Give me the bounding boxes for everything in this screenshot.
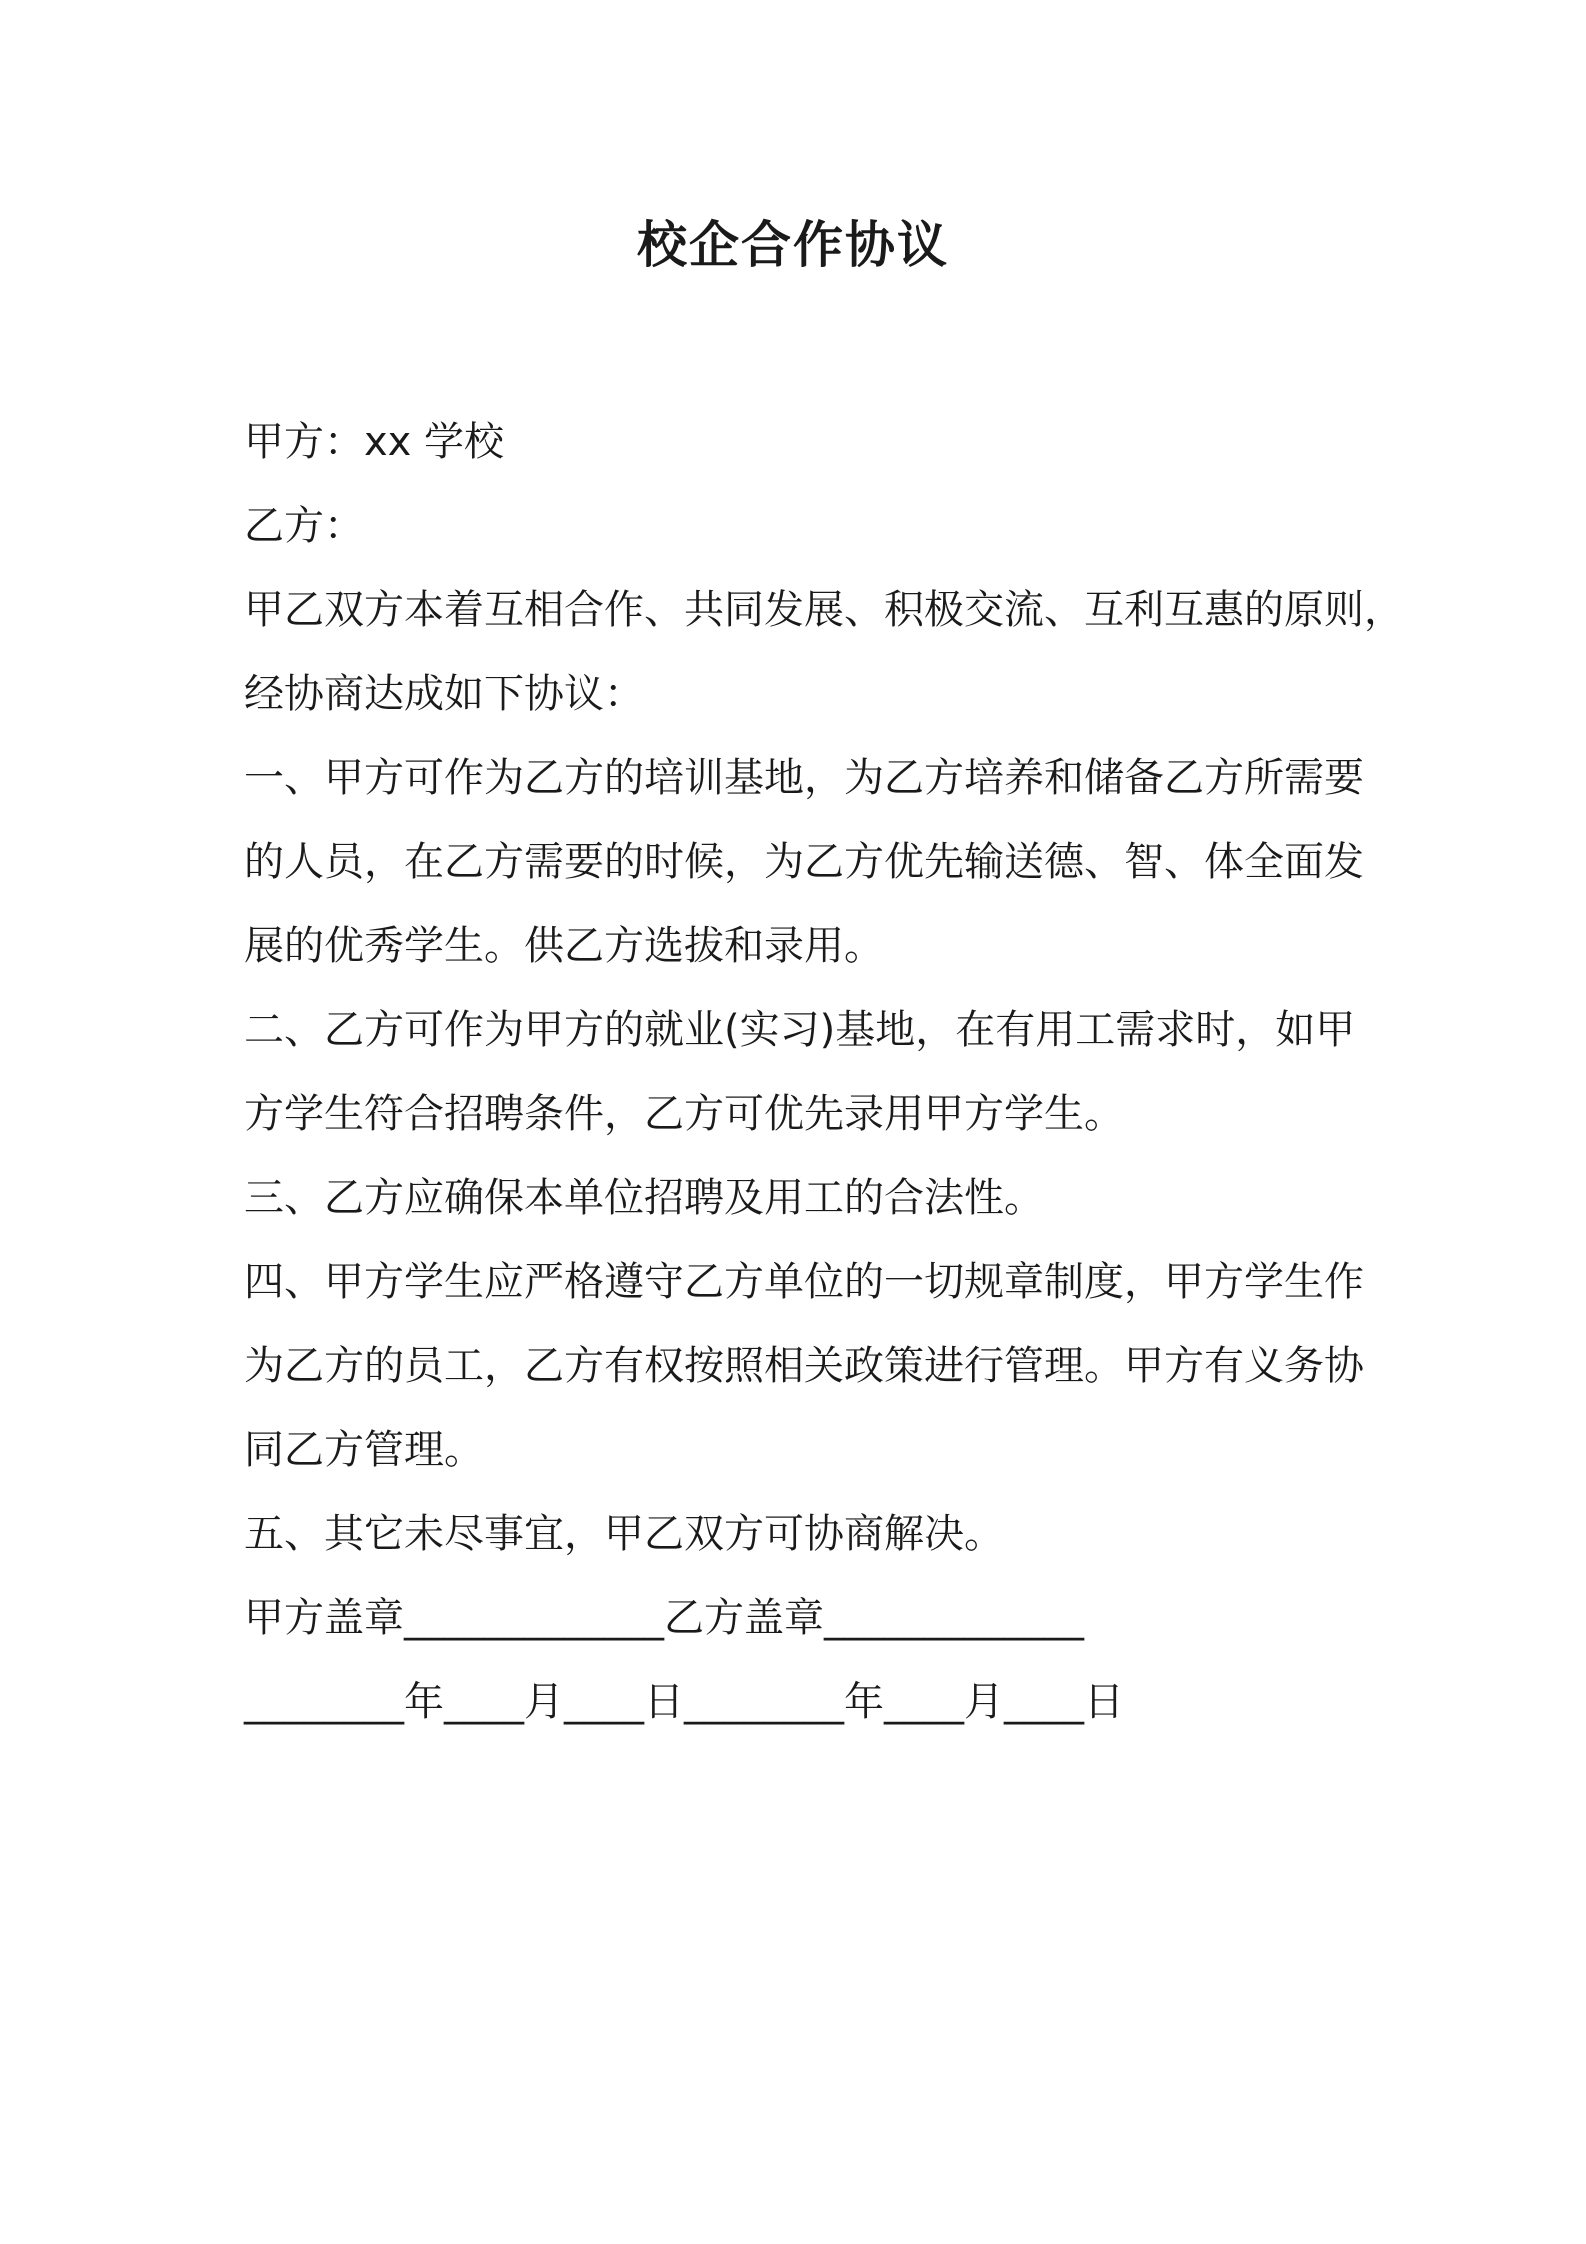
- preamble-line: 经协商达成如下协议：: [244, 671, 644, 717]
- clause-2-line: 二、乙方可作为甲方的就业(实习)基地，在有用工需求时，如甲: [244, 1007, 1356, 1053]
- date-line: ________年____月____日________年____月____日: [244, 1679, 1124, 1725]
- party-b-line: 乙方：: [244, 503, 364, 549]
- clause-5-line: 五、其它未尽事宜，甲乙双方可协商解决。: [244, 1511, 1004, 1557]
- agreement-body: [244, 400, 1404, 1744]
- clause-4-line: 为乙方的员工，乙方有权按照相关政策进行管理。甲方有义务协: [244, 1343, 1364, 1389]
- clause-1-line: 展的优秀学生。供乙方选拔和录用。: [244, 923, 884, 969]
- clause-1-line: 的人员，在乙方需要的时候，为乙方优先输送德、智、体全面发: [244, 839, 1364, 885]
- clause-3-line: 三、乙方应确保本单位招聘及用工的合法性。: [244, 1175, 1044, 1221]
- preamble-line: 甲乙双方本着互相合作、共同发展、积极交流、互利互惠的原则，: [244, 587, 1404, 633]
- party-a-line: 甲方：xx 学校: [244, 419, 505, 465]
- clause-4-line: 同乙方管理。: [244, 1427, 484, 1473]
- page-title: 校企合作协议: [637, 216, 949, 274]
- clause-2-line: 方学生符合招聘条件，乙方可优先录用甲方学生。: [244, 1091, 1124, 1137]
- clause-4-line: 四、甲方学生应严格遵守乙方单位的一切规章制度，甲方学生作: [244, 1259, 1364, 1305]
- clause-1-line: 一、甲方可作为乙方的培训基地，为乙方培养和储备乙方所需要: [244, 755, 1364, 801]
- seal-line: 甲方盖章_____________乙方盖章_____________: [244, 1595, 1084, 1641]
